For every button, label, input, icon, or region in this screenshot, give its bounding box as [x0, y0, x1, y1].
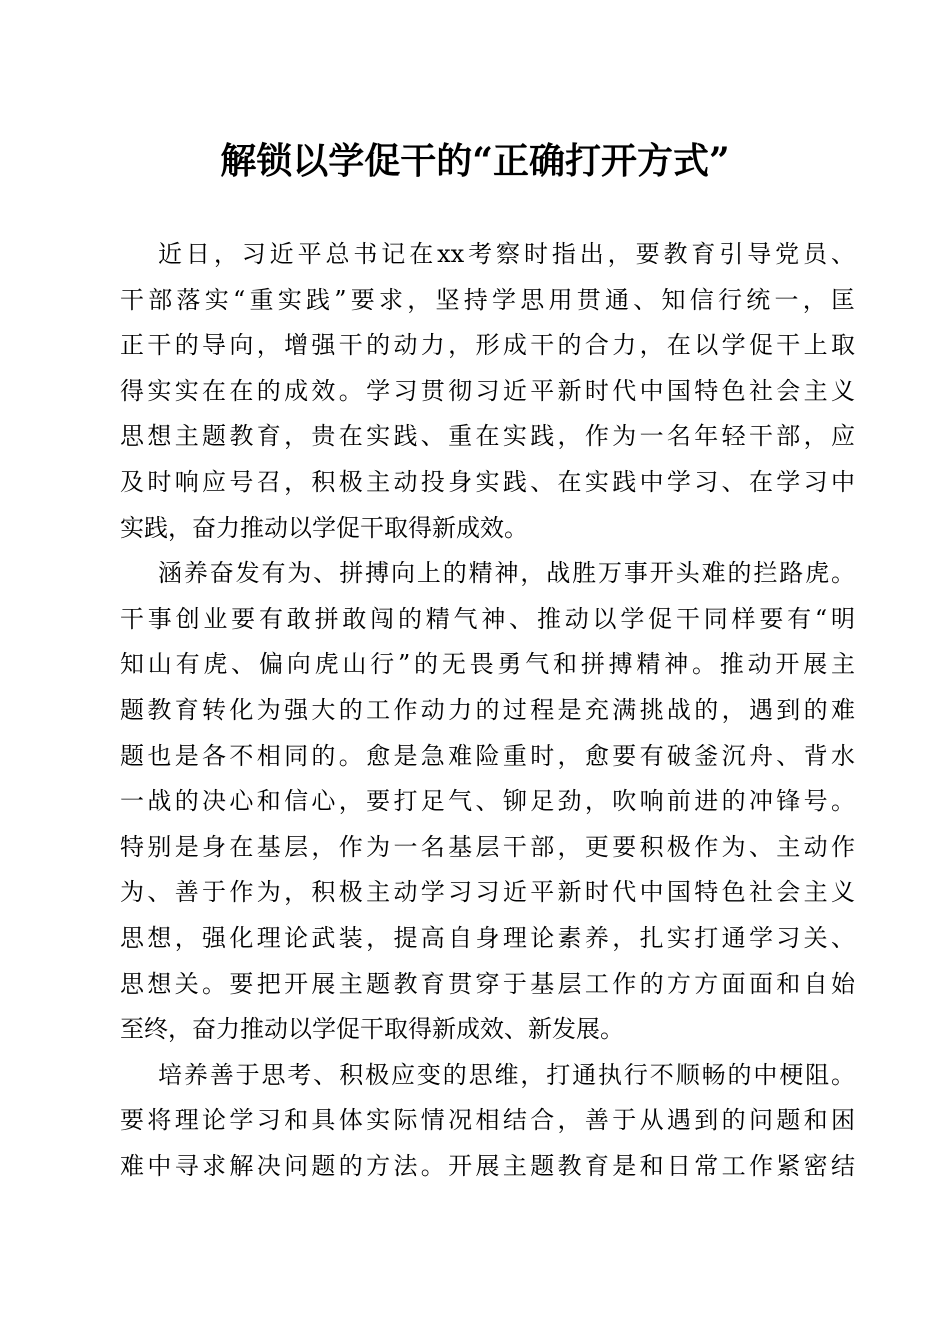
text-line: 正干的导向，增强干的动力，形成干的合力，在以学促干上取	[120, 331, 855, 360]
text-line: 知山有虎、偏向虎山行”的无畏勇气和拼搏精神。推动开展主	[120, 650, 855, 679]
text-line: 干事创业要有敢拼敢闯的精气神、推动以学促干同样要有“明	[120, 604, 855, 633]
text-line: 至终，奋力推动以学促干取得新成效、新发展。	[120, 1015, 624, 1044]
text-line: 及时响应号召，积极主动投身实践、在实践中学习、在学习中	[120, 467, 855, 496]
text-line: 近日，习近平总书记在xx考察时指出，要教育引导党员、	[158, 240, 855, 268]
text-line: 培养善于思考、积极应变的思维，打通执行不顺畅的中梗阻。	[158, 1060, 855, 1089]
text-line: 一战的决心和信心，要打足气、铆足劲，吹响前进的冲锋号。	[120, 787, 855, 816]
text-line: 思想，强化理论武装，提高自身理论素养，扎实打通学习关、	[120, 923, 855, 952]
document-title: 解锁以学促干的“正确打开方式”	[220, 140, 730, 182]
text-line: 要将理论学习和具体实际情况相结合，善于从遇到的问题和困	[120, 1106, 855, 1135]
text-line: 特别是身在基层，作为一名基层干部，更要积极作为、主动作	[120, 832, 855, 861]
text-line: 实践，奋力推动以学促干取得新成效。	[120, 513, 528, 542]
text-line: 题教育转化为强大的工作动力的过程是充满挑战的，遇到的难	[120, 695, 855, 724]
text-line: 干部落实“重实践”要求，坚持学思用贯通、知信行统一，匡	[120, 285, 855, 314]
text-line: 涵养奋发有为、拼搏向上的精神，战胜万事开头难的拦路虎。	[158, 559, 855, 588]
text-line: 得实实在在的成效。学习贯彻习近平新时代中国特色社会主义	[120, 376, 855, 405]
text-line: 题也是各不相同的。愈是急难险重时，愈要有破釜沉舟、背水	[120, 741, 855, 770]
text-line: 思想主题教育，贵在实践、重在实践，作为一名年轻干部，应	[120, 422, 855, 451]
text-line: 难中寻求解决问题的方法。开展主题教育是和日常工作紧密结	[120, 1151, 855, 1180]
text-line: 思想关。要把开展主题教育贯穿于基层工作的方方面面和自始	[120, 969, 855, 998]
text-line: 为、善于作为，积极主动学习习近平新时代中国特色社会主义	[120, 878, 855, 907]
document-body	[120, 232, 855, 1189]
